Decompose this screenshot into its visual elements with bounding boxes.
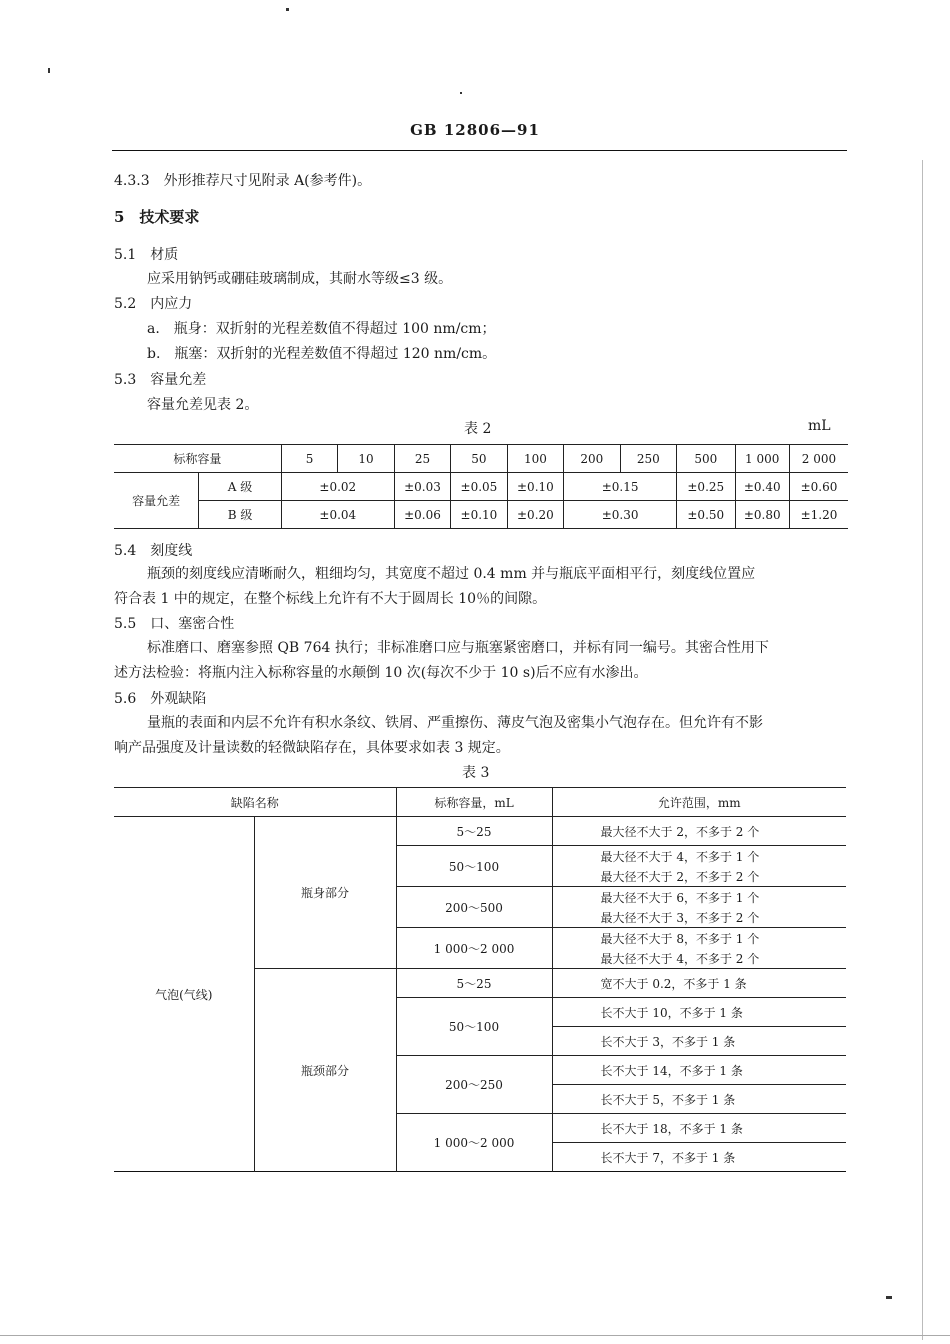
table2-capacity: 2 000 <box>789 445 848 473</box>
table2-row-grade-b <box>114 501 848 529</box>
table3-capacity: 200～250 <box>396 1056 552 1114</box>
table2-cell: ±0.10 <box>507 473 563 501</box>
table3-limit: 最大径不大于 8，不多于 1 个 <box>552 928 846 949</box>
table2-cell: ±0.06 <box>394 501 450 529</box>
table3-defect-name: 气泡(气线) <box>114 817 254 1172</box>
table2-caption: 表 2 <box>464 421 492 437</box>
table3-capacity: 1 000～2 000 <box>396 1114 552 1172</box>
table2-capacity: 200 <box>564 445 620 473</box>
table2-cell: ±0.02 <box>281 473 394 501</box>
page-header: GB 12806—91 <box>410 121 540 139</box>
table3-capacity: 5～25 <box>396 817 552 846</box>
table2-header-label: 标称容量 <box>114 445 281 473</box>
scan-bottom-line <box>0 1335 950 1336</box>
table2-grade-b-label: B 级 <box>199 501 282 529</box>
section-5-heading: 5 技术要求 <box>114 208 200 226</box>
table3-limit: 长不大于 18，不多于 1 条 <box>552 1114 846 1143</box>
table2-capacity: 250 <box>620 445 676 473</box>
table2-cell: ±0.03 <box>394 473 450 501</box>
section-5-4-heading: 5.4 刻度线 <box>114 543 193 559</box>
scan-edge-line <box>922 160 923 1340</box>
clause-4-3-3: 4.3.3 外形推荐尺寸见附录 A(参考件)。 <box>114 173 372 189</box>
section-5-2-heading: 5.2 内应力 <box>114 296 193 312</box>
section-5-4-line-1: 瓶颈的刻度线应清晰耐久，粗细均匀，其宽度不超过 0.4 mm 并与瓶底平面相平行，刻度线位置应 <box>147 566 756 582</box>
table3-limit: 最大径不大于 2，不多于 2 个 <box>552 866 846 887</box>
table3-limit: 长不大于 3，不多于 1 条 <box>552 1027 846 1056</box>
table3-capacity: 50～100 <box>396 998 552 1056</box>
scan-speck <box>460 92 462 94</box>
table3-capacity: 1 000～2 000 <box>396 928 552 969</box>
table3-limit: 长不大于 7，不多于 1 条 <box>552 1143 846 1172</box>
section-5-5-heading: 5.5 口、塞密合性 <box>114 616 235 632</box>
section-5-1-text: 应采用钠钙或硼硅玻璃制成，其耐水等级≤3 级。 <box>147 271 453 287</box>
table2-cell: ±0.80 <box>735 501 789 529</box>
section-5-4-line-2: 符合表 1 中的规定，在整个标线上允许有不大于圆周长 10％的间隙。 <box>114 591 547 607</box>
table2-cell: ±0.05 <box>451 473 507 501</box>
table2-capacity: 1 000 <box>735 445 789 473</box>
table2-capacity: 10 <box>338 445 394 473</box>
table3-capacity: 50～100 <box>396 846 552 887</box>
table2-unit: mL <box>808 418 831 434</box>
table2-cell: ±0.50 <box>677 501 735 529</box>
table3-limit: 最大径不大于 6，不多于 1 个 <box>552 887 846 908</box>
table2-cell: ±0.30 <box>564 501 677 529</box>
table2-capacity: 25 <box>394 445 450 473</box>
table2-cell: ±1.20 <box>789 501 848 529</box>
table3-capacity: 5～25 <box>396 969 552 998</box>
table3-limit: 长不大于 5，不多于 1 条 <box>552 1085 846 1114</box>
scan-speck <box>286 8 289 11</box>
table3-limit: 最大径不大于 4，不多于 1 个 <box>552 846 846 867</box>
table3-limit: 最大径不大于 3，不多于 2 个 <box>552 907 846 928</box>
table2-cell: ±0.20 <box>507 501 563 529</box>
table2-cell: ±0.25 <box>677 473 735 501</box>
table2-cell: ±0.10 <box>451 501 507 529</box>
table3-limit: 长不大于 14，不多于 1 条 <box>552 1056 846 1085</box>
section-5-3-text: 容量允差见表 2。 <box>147 397 259 413</box>
table-row <box>114 817 846 846</box>
tolerance-table <box>114 444 848 529</box>
section-5-5-line-1: 标准磨口、磨塞参照 QB 764 执行；非标准磨口应与瓶塞紧密磨口，并标有同一编号。其密合性用下 <box>147 640 769 656</box>
section-5-2-item-b: b. 瓶塞：双折射的光程差数值不得超过 120 nm/cm。 <box>147 346 497 362</box>
table2-cell: ±0.04 <box>281 501 394 529</box>
section-5-6-heading: 5.6 外观缺陷 <box>114 691 207 707</box>
table3-limit: 最大径不大于 2，不多于 2 个 <box>552 817 846 846</box>
table3-limit: 宽不大于 0.2，不多于 1 条 <box>552 969 846 998</box>
section-5-1-heading: 5.1 材质 <box>114 247 179 263</box>
table2-capacity: 100 <box>507 445 563 473</box>
table2-cell: ±0.15 <box>564 473 677 501</box>
section-5-2-item-a: a. 瓶身：双折射的光程差数值不得超过 100 nm/cm； <box>147 321 496 337</box>
table3-limit: 最大径不大于 4，不多于 2 个 <box>552 948 846 969</box>
table2-cell: ±0.40 <box>735 473 789 501</box>
table3-body-part: 瓶身部分 <box>254 817 396 969</box>
table3-capacity: 200～500 <box>396 887 552 928</box>
table2-capacity: 50 <box>451 445 507 473</box>
section-5-5-line-2: 述方法检验：将瓶内注入标称容量的水颠倒 10 次(每次不少于 10 s)后不应有水渗出。 <box>114 665 648 681</box>
table2-row-grade-a <box>114 473 848 501</box>
table3-header-capacity: 标称容量，mL <box>396 788 552 817</box>
table2-header-row <box>114 445 848 473</box>
table3-header-range: 允许范围，mm <box>552 788 846 817</box>
table2-cell: ±0.60 <box>789 473 848 501</box>
table3-limit: 长不大于 10，不多于 1 条 <box>552 998 846 1027</box>
section-5-6-line-2: 响产品强度及计量读数的轻微缺陷存在，具体要求如表 3 规定。 <box>114 740 510 756</box>
defects-table <box>114 787 846 1172</box>
table3-neck-part: 瓶颈部分 <box>254 969 396 1172</box>
table2-grade-a-label: A 级 <box>199 473 282 501</box>
table3-header-row <box>114 788 846 817</box>
table2-capacity: 500 <box>677 445 735 473</box>
table3-header-defect: 缺陷名称 <box>114 788 396 817</box>
scan-speck <box>886 1296 892 1299</box>
table2-capacity: 5 <box>281 445 337 473</box>
header-rule <box>112 150 847 151</box>
section-5-3-heading: 5.3 容量允差 <box>114 372 207 388</box>
section-5-6-line-1: 量瓶的表面和内层不允许有积水条纹、铁屑、严重擦伤、薄皮气泡及密集小气泡存在。但允许有不影 <box>147 715 763 731</box>
table3-caption: 表 3 <box>462 765 490 781</box>
scan-speck <box>48 68 50 73</box>
table2-row-group-label: 容量允差 <box>114 473 199 529</box>
